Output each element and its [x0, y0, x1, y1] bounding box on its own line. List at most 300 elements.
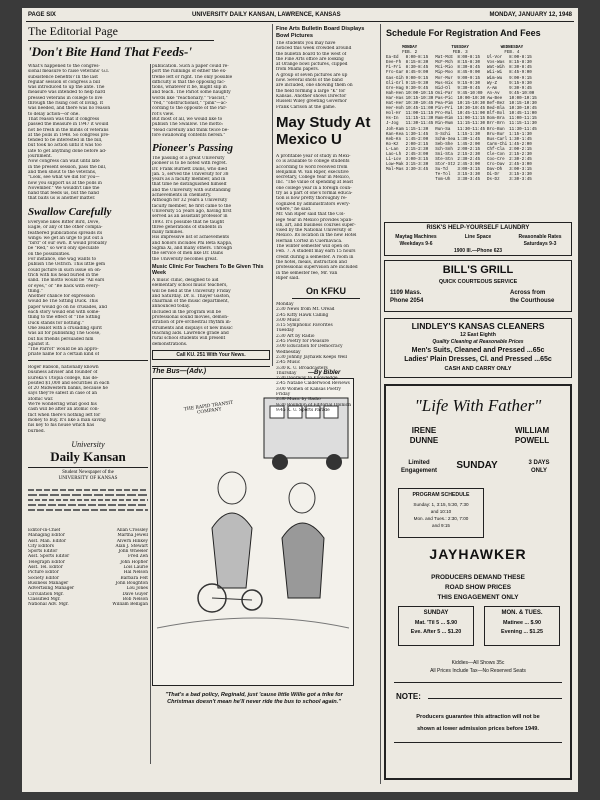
schedule-letters: Pea-Pim: [435, 102, 453, 107]
mexico-line: secretary, College Year in Mexico,: [276, 175, 351, 181]
swallow-line: would be The Sitting Duck. This: [28, 299, 98, 305]
mexico-line: Benjamin W. Van Riper, executive: [276, 169, 349, 175]
editorial-line: "Read carefully and think twice be-: [152, 127, 229, 133]
roger-babson-line: flict when there's nothing left for: [28, 412, 101, 418]
schedule-time: 1:45-2:00: [405, 137, 429, 142]
mexico-text: [276, 154, 376, 281]
kfku-line: 3:00 Women of Kansas Poetry: [276, 386, 341, 392]
editorial-line: but took no action until it was too: [28, 143, 102, 149]
staff-entry: [28, 602, 148, 607]
staff-person: Barbara Felt: [120, 575, 148, 581]
schedule-time: 10:30-10:45: [509, 107, 537, 112]
music-clinic-line: and Saturday. Dr. E. Thayer Gaston,: [152, 293, 231, 299]
laundry-c2a: Line Space: [464, 234, 492, 240]
staff-person: William Belligan: [112, 602, 148, 608]
kfku-line: 2:45 Natalie Calderwood Reviews: [276, 381, 350, 387]
schedule-row: [386, 82, 539, 87]
kfku-line: 9:45 K. U. Sports Parade: [276, 407, 330, 413]
schedule-time: 9:45-10:00: [457, 91, 483, 96]
staff-role: Society Editor: [28, 575, 60, 581]
kfku-line: 2:30 Johnny Jayhawk Keeps Well: [276, 354, 347, 360]
swallow-line: Duck stands for nothing.": [28, 320, 84, 326]
staff-person: Dave Guyer: [122, 591, 148, 597]
music-clinic-line: elementary school music teachers,: [152, 283, 228, 289]
pioneer-line: faculty member, he first came to the: [152, 203, 232, 209]
schedule-row: [386, 71, 539, 76]
kfku-line: Friday: [276, 392, 291, 398]
editorial-line: pressed veterans in college to live: [28, 95, 103, 101]
schedule-time: 10:15-10:30: [457, 102, 486, 107]
schedule-time: 9:30-9:45: [457, 86, 480, 91]
roger-babson-line: cash will be after an atomic con-: [28, 407, 99, 413]
schedule-title: Schedule For Registration And Fees: [386, 28, 541, 38]
star1-last: DUNNE: [409, 436, 439, 445]
staff-role: Asst. Sports Editor: [28, 554, 70, 560]
editorial-line: and then shout to the veterans,: [28, 169, 97, 175]
schedule-letters: Blf-Bol: [487, 112, 505, 117]
star1-first: IRENE: [411, 426, 437, 435]
mexico-line: credit during a semester. A room in: [276, 254, 354, 260]
schedule-letters: A-Am: [487, 86, 498, 91]
schedule-time: 3:15-3:30: [457, 173, 480, 178]
schedule-time: 8:45-9:00: [509, 71, 532, 76]
schedule-letters: Te-Tol: [435, 173, 451, 178]
editorial-line: "Look, see what we did for you—: [28, 175, 100, 181]
schedule-letters: Sni-Sta: [435, 152, 453, 157]
staff-role: Asst. Tel. Editor: [28, 565, 63, 571]
schedule-time: 1:30-1:45: [457, 137, 480, 142]
swallow-headline: Swallow Carefully: [28, 206, 112, 218]
swallow-line: Everyone likes Bitter Bird, Dove,: [28, 220, 100, 225]
schedule-time: 9:45-10:00: [509, 91, 535, 96]
editorial-line: difficulty is that the opposing fac-: [152, 79, 226, 85]
swallow-line: Another chance for expression: [28, 294, 95, 300]
schedule-letters: Mci-Mio: [435, 66, 453, 71]
schedule-letters: Pas-Pic: [435, 96, 453, 101]
pioneer-text: [152, 156, 272, 262]
schedule-row: [386, 128, 539, 133]
schedule-letters: Fi-Fri: [386, 66, 402, 71]
schedule-letters: Gli-Grl: [386, 81, 404, 86]
staff-person: John Hopfler: [120, 559, 148, 565]
schedule-letters: An-Av: [487, 91, 500, 96]
staff-role: Picture Editor: [28, 570, 59, 576]
editorial-line: late to get anything done before ad-: [28, 148, 107, 154]
masthead-university: University: [71, 440, 105, 449]
swallow-line: thing to the effect of "The Sitting: [28, 315, 101, 321]
schedule-letters: Eee-Fh: [386, 61, 402, 66]
laundry-c3a: Reasonable Rates: [518, 234, 562, 240]
editorial-line: publish The Swallow. The motto:: [152, 122, 224, 128]
schedule-letters: Bro-Bun: [487, 127, 505, 132]
prices-montue-mat: Matinee ... $.90: [502, 620, 542, 626]
masthead-sub1: Student Newspaper of the: [62, 470, 114, 475]
swallow-line: Eagle, or any of the other compla-: [28, 225, 103, 231]
schedule-time: 9:30-9:45: [509, 86, 532, 91]
schedule-letters: Wat-Wih: [487, 66, 505, 71]
kfku-line: 3:00 Music: [276, 317, 301, 323]
music-clinic-line: announced today.: [152, 304, 191, 310]
mexico-line: cognized by administrators every-: [276, 201, 351, 207]
day-tuesday: TUESDAY: [451, 46, 469, 50]
schedule-time: 3:15-3:30: [509, 173, 532, 178]
roger-babson-line: atomic war.: [28, 396, 54, 402]
day-monday: MONDAY: [402, 46, 418, 50]
schedule-letters: Joh-Kam: [386, 127, 404, 132]
roger-babson-line: Eureka's Utopia college, has de-: [28, 375, 99, 381]
editorial-line: treme left or right. The only possible: [152, 74, 233, 80]
grill-location2: the Courthouse: [510, 298, 555, 304]
fine-arts-line: The students you may have: [276, 41, 336, 46]
schedule-letters: Bus-Carl: [487, 137, 508, 142]
schedule-time: 1:45-2:00: [509, 142, 532, 147]
roger-babson-text: [28, 365, 148, 434]
schedule-time: 10:30-10:45: [457, 107, 486, 112]
schedule-letters: Kan-Kea: [386, 132, 404, 137]
laundry-title: RISK'S HELP-YOURSELF LAUNDRY: [426, 225, 530, 231]
pioneer-headline: Pioneer's Passing: [152, 142, 233, 154]
fine-arts-line: Frank Carlson at the game.: [276, 104, 336, 110]
music-clinic-line: Included in the program will be: [152, 309, 221, 315]
editorial-line: cording to the opposite of the Par-: [152, 106, 227, 112]
masthead-fineprint: [28, 486, 148, 526]
schedule-letters: Wii-Wi: [487, 71, 503, 76]
mexico-line: where," he said.: [276, 206, 312, 212]
fine-arts-headline: Fine Arts Bulletin Board Displays Bowl Pictures: [276, 26, 365, 39]
schedule-time: 2:45-3:00: [457, 163, 480, 168]
schedule-time: 9:30-9:45: [405, 86, 429, 91]
schedule-letters: Rin-Rum: [435, 122, 453, 127]
schedule-time: 9:15-9:30: [405, 81, 429, 86]
staff-person: Martha Jewell: [117, 533, 148, 539]
kfku-line: 3:00 Education for Democracy: [276, 344, 343, 350]
schedule-time: 8:15-8:30: [509, 61, 532, 66]
grill-location1: Across from: [510, 290, 546, 296]
music-clinic-line: A music clinic, designed to aid: [152, 278, 219, 283]
kfku-line: 2:30 News from Mt. Oread: [276, 307, 335, 313]
schedule-time: 9:00-9:15: [457, 76, 480, 81]
newspaper-page: [22, 8, 578, 792]
schedule-time: 2:45-3:00: [509, 163, 532, 168]
laundry-c1b: Weekdays 9-6: [399, 241, 433, 247]
grill-phone: Phone 2054: [390, 298, 424, 304]
schedule-time: 2:00-2:15: [509, 147, 532, 152]
staff-person: Lois Laurie: [123, 565, 148, 571]
editorial-line: That reason was that if congress: [28, 116, 100, 122]
schedule-time: 10:00-10:15: [509, 96, 537, 101]
schedule-time: 11:15-11:30: [457, 122, 486, 127]
mexico-line: one college year in a foreign coun-: [276, 185, 352, 191]
editorial-line: tions, whatever it be, might slip in: [152, 85, 227, 91]
roger-babson-line: business adviser and founder of: [28, 370, 98, 376]
swallow-line: could picture in such issue on on-: [28, 267, 102, 273]
schedule-time: 11:15-11:30: [509, 122, 537, 127]
producers-line2: ROAD SHOW PRICES: [444, 584, 512, 591]
schedule-time: 11:00-11:15: [405, 112, 434, 117]
schedule-time: 10:00-10:30: [457, 96, 486, 101]
schedule-time: 10:45-11:00: [457, 112, 486, 117]
editorial-line: tended to be interested in the bill,: [28, 138, 103, 144]
editorial-line: in the present session, pass the bill,: [28, 164, 107, 170]
mexico-line: try as a part of one's formal educa-: [276, 191, 353, 197]
editorial-line: "red," "obstructionist," "pink"—ac-: [152, 101, 228, 107]
pioneer-line: served as an assistant professor in: [152, 214, 228, 220]
schedule-time: 2:15-2:30: [509, 152, 532, 157]
limited-1: Limited: [408, 460, 430, 466]
masthead-title: Daily Kansan: [50, 449, 126, 464]
fine-arts-line: Kansas. Another shows Director: [276, 93, 347, 99]
all-prices-note: All Prices Include Tax—No Reserved Seats: [430, 668, 526, 674]
kfku-line: 2:45 Music: [276, 360, 301, 366]
note-line2: shown at lower admission prices before 1949.: [417, 726, 539, 732]
schedule-time: 2:30-2:45: [509, 158, 532, 163]
schedule-time: 11:00-11:15: [457, 117, 486, 122]
program-schedule-title: PROGRAM SCHEDULE: [412, 492, 470, 498]
producers-line3: THIS ENGAGEMENT ONLY: [437, 594, 519, 601]
limited-2: Engagement: [400, 468, 437, 474]
pioneer-line: many families.: [152, 230, 184, 236]
note-title: NOTE:: [396, 692, 421, 701]
schedule-row: [386, 77, 539, 82]
schedule-time: 11:30-11:45: [509, 127, 537, 132]
schedule-time: 8:15-8:30: [405, 61, 429, 66]
schedule-time: 1:30-1:45: [509, 137, 532, 142]
pioneer-line: Dr. Frank Burnett Dains, who died: [152, 166, 228, 172]
laundry-c2b: 1900 III.—Phone 623: [453, 248, 503, 254]
editorial-line: was needed, and there was no reason: [28, 106, 111, 112]
schedule-letters: Hs-In: [386, 117, 399, 122]
laundry-c1a: Maytag Machines: [395, 234, 437, 240]
pioneer-line: and honors includes Phi Beta Kappa,: [152, 240, 233, 246]
staff-person: Alvern Hinkey: [116, 538, 148, 544]
editorial-line: passed the measure in 1947 it would: [28, 122, 109, 128]
pioneer-line: the service of men like Dr. Dains: [152, 251, 223, 257]
fine-arts-line: the bulletin board to the west of: [276, 51, 347, 57]
editorial-line: port the runnings of either the ex-: [152, 69, 227, 75]
swallow-line: wings: we get an urge to put out a: [28, 235, 104, 241]
swallow-line: trich with his head buried in the: [28, 272, 99, 278]
schedule-letters: Bru-Bur: [487, 132, 505, 137]
schedule-letters: Bed-Bla: [487, 107, 505, 112]
bus-cartoon-illustration: [152, 378, 354, 686]
editorial-line: rot's view.: [152, 111, 174, 117]
schedule-letters: Hol-Hr: [386, 112, 402, 117]
editorial-line: Now congress can wait until late: [28, 159, 100, 165]
schedule-time: 11:30-11:45: [457, 127, 486, 132]
kfku-line: Thursday: [276, 370, 297, 376]
staff-role: Asst. Man. Editor: [28, 538, 67, 544]
staff-person: Hal Nelson: [123, 570, 148, 576]
music-clinic-line: teaching aids. Lawrence grade and: [152, 330, 229, 336]
program-schedule-1: Sunday: 1, 3:15, 5:30, 7:30: [413, 502, 469, 507]
schedule-letters: Sch-Snh: [435, 147, 453, 152]
staff-role: Sports Editor: [28, 549, 58, 555]
staff-person: Fred Zeh: [128, 554, 148, 560]
schedule-time: 11:00-11:15: [509, 117, 537, 122]
swallow-line: against it.: [28, 341, 50, 347]
schedule-letters: McF-Mch: [435, 61, 453, 66]
sunday-label: SUNDAY: [456, 460, 498, 471]
schedule-time: 3:00-3:15: [405, 158, 429, 163]
staff-person: Lou Jones: [126, 586, 148, 592]
kfku-line: 3:30 K. U. Broadcasters: [276, 365, 328, 371]
mexico-line: co is available to college students: [276, 159, 350, 165]
editorial-col2: [152, 64, 272, 138]
mexico-line: Riper said.: [276, 275, 300, 281]
swallow-text: [28, 220, 148, 358]
prices-montue-title: MON. & TUES.: [501, 610, 543, 616]
editorial-line: and teach. The Pariot some naughty: [152, 90, 231, 96]
music-clinic-line: demonstrations.: [152, 341, 188, 347]
schedule-time: 2:15-2:30: [457, 152, 480, 157]
schedule-time: 8:30-8:45: [509, 66, 532, 71]
schedule-letters: L-Lan: [386, 147, 399, 152]
swallow-line: on the possibilities.: [28, 251, 71, 257]
schedule-time: 2:00-2:15: [457, 147, 480, 152]
swallow-line: publish The Ostrich. This little gem: [28, 262, 106, 268]
schedule-letters: Fro-Gar: [386, 71, 404, 76]
producers-line1: PRODUCERS DEMAND THESE: [431, 574, 525, 581]
mexico-line: tion is now pretty thoroughly re-: [276, 196, 347, 202]
schedule-time: 2:00-2:15: [405, 142, 429, 147]
kfku-line: 9:30 Roundup of Editorial Opinion: [276, 402, 351, 408]
schedule-time: 10:15-10:30: [405, 96, 434, 101]
swallow-line: priate name for a certain kind of: [28, 352, 100, 358]
schedule-time: 10:15-10:30: [509, 102, 537, 107]
schedule-row: [386, 133, 539, 138]
schedule-time: 10:45-11:00: [509, 112, 537, 117]
program-schedule-3: Mon. and Tues.: 2:30, 7:00: [413, 516, 469, 521]
program-schedule-4: and 9:15: [432, 523, 450, 528]
staff-role: Editor-in-Chief: [28, 528, 61, 533]
kfku-line: Monday: [276, 302, 294, 307]
staff-person: Allan Crossley: [116, 528, 148, 533]
editorial-col1: [28, 64, 148, 202]
schedule-letters: Gre-Hag: [386, 86, 404, 91]
grill-title: BILL'S GRILL: [442, 264, 514, 276]
kfku-line: 3:15 Symphonic Favorites: [276, 323, 333, 329]
grill-sub: QUICK COURTEOUS SERVICE: [438, 279, 518, 285]
schedule-letters: J-Jog: [386, 122, 399, 127]
roger-babson-line: of 20 Midwestern banks, because he: [28, 386, 108, 392]
editorial-line: measure was intended to help hard: [28, 90, 106, 96]
pioneer-line: achievements in chemistry.: [152, 193, 212, 199]
schedule-letters: Schm-Sea: [435, 137, 456, 142]
editorial-line: November." We wouldn't like the: [28, 185, 100, 191]
editorial-line: was introduced to up the ante. The: [28, 85, 105, 91]
mexico-line: the hotel, meals, instruction and: [276, 259, 347, 265]
editorial-section-title: The Editorial Page: [28, 24, 118, 38]
schedule-row: [386, 178, 539, 183]
mexico-line: Hernan Cortez in Cuernavaca.: [276, 238, 343, 244]
schedule-time: 2:45-3:00: [405, 152, 429, 157]
days-1: 3 DAYS: [528, 460, 550, 466]
schedule-time: 3:30-3:45: [509, 178, 532, 183]
schedule-time: 8:30-8:45: [457, 66, 480, 71]
cleaners-line3: CASH AND CARRY ONLY: [444, 366, 512, 372]
fine-arts-line: now. Several shots of the band: [276, 78, 343, 84]
schedule-table: [386, 46, 572, 184]
schedule-time: 9:15-9:30: [509, 81, 532, 86]
swallow-line: "bird" of our own. It would probably: [28, 241, 107, 247]
schedule-letters: Ko-Kz: [386, 142, 399, 147]
mexico-line: lege Year in Mexico provides Span-: [276, 217, 353, 223]
schedule-letters: Ram-Rim: [435, 117, 453, 122]
schedule-time: 9:00-9:15: [405, 76, 429, 81]
mexico-line: according to word received from: [276, 164, 348, 170]
schedule-time: 11:15-11:30: [405, 117, 434, 122]
prices-montue-eve: Evening ... $1.25: [501, 629, 543, 635]
schedule-letters: Mor-Mur: [435, 76, 453, 81]
mexico-line: vised by the National University of: [276, 228, 352, 234]
program-schedule-2: and 10:10: [430, 509, 452, 514]
kfku-line: 2:45 Poetry for Pleasure: [276, 339, 329, 345]
mexico-line: Mexico. Its location in the new Hotel: [276, 233, 357, 239]
staff-role: Managing Editor: [28, 533, 65, 539]
staff-role: Classified Mgr.: [28, 596, 61, 602]
schedule-time: 1:15-1:30: [457, 132, 480, 137]
schedule-letters: Oni-Par: [435, 91, 453, 96]
fine-arts-line: the field forming a large "K" for: [276, 88, 346, 94]
staff-role: City Editors: [28, 543, 55, 549]
editorial-line: regular session of congress a bill: [28, 79, 100, 85]
days-2: ONLY: [530, 468, 548, 474]
staff-role: Telegraph Editor: [28, 559, 65, 565]
prices-sunday-mat: Mat. 'Til 5 ... $.90: [414, 620, 458, 626]
note-line1: Producers guarantee this attraction will not be: [416, 714, 540, 720]
kfku-line: 2:45 Kitty Hawk Calling: [276, 312, 329, 318]
day-wednesday: WEDNESDAY: [500, 46, 524, 50]
masthead-sub2: UNIVERSITY OF KANSAS: [58, 476, 118, 481]
schedule-letters: Run-Sa: [435, 127, 451, 132]
schedule-time: 8:15-8:30: [457, 61, 480, 66]
schedule-letters: S-Schi: [435, 132, 451, 137]
kfku-line: 2:30 Doorway to Knowledge: [276, 376, 338, 382]
schedule-time: 10:00-10:15: [405, 91, 434, 96]
music-clinic-line: will be held at the University Friday: [152, 288, 231, 294]
movie-title: "Life With Father": [414, 396, 542, 415]
prices-sunday-title: SUNDAY: [423, 610, 449, 616]
staff-person: Bob Nelson: [122, 596, 148, 602]
swallow-line: feathered publications spreads its: [28, 230, 103, 236]
schedule-letters: Li-Lov: [386, 158, 402, 163]
schedule-letters: Hat-Her: [386, 102, 404, 107]
schedule-time: 8:30-8:45: [405, 66, 429, 71]
mexico-line: ish, art, and business courses super-: [276, 222, 356, 228]
pioneer-line: The passing of a great University: [152, 156, 225, 161]
schedule-time: 8:45-9:00: [405, 71, 429, 76]
staff-person: John Boughton: [115, 580, 148, 586]
mexico-headline: May Study At Mexico U: [276, 114, 371, 148]
fine-arts-line: the Fine Arts office are looking: [276, 56, 344, 62]
editorial-line: not be fresh in the minds of veterans: [28, 127, 109, 133]
editorial-line: at the polls in 1948. So congress pre-: [28, 132, 110, 138]
schedule-letters: Keb-Kn: [386, 137, 402, 142]
editorial-line: now you support us at the polls in: [28, 180, 102, 186]
masthead-staff: [28, 528, 148, 607]
schedule-letters: Gas-Gih: [386, 76, 404, 81]
schedule-time: 3:30-3:45: [405, 168, 429, 173]
editorial-line: that baits us is another matter.: [28, 196, 96, 202]
schedule-letters: Su-Td: [435, 168, 448, 173]
schedule-letters: Ul-Vor: [487, 56, 503, 61]
editorial-headline: 'Don't Bite Hand That Feeds-': [28, 44, 192, 59]
music-clinic-line: stration of pre-orchestral rhythm in-: [152, 320, 232, 326]
fine-arts-line: from Miami papers.: [276, 67, 320, 73]
editorial-line: But most of all, we would like to: [152, 116, 223, 122]
schedule-letters: Ds-Dz: [487, 178, 500, 183]
mexico-line: Inc. "The value of spending at least: [276, 180, 354, 186]
